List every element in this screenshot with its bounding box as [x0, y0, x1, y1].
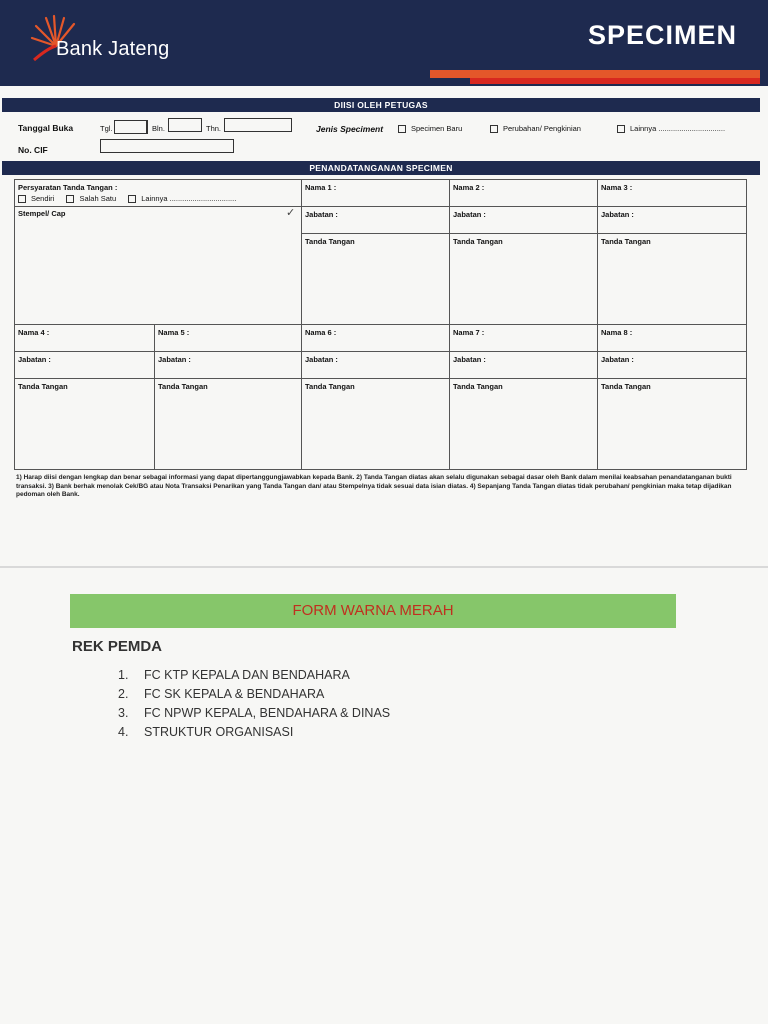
divider [14, 206, 302, 207]
checkbox-icon[interactable] [617, 125, 625, 133]
option-sendiri[interactable]: Sendiri [18, 194, 54, 203]
jabatan-1[interactable]: Jabatan : [301, 206, 450, 234]
persyaratan-options [18, 194, 298, 203]
nama-4[interactable]: Nama 4 : [14, 324, 155, 352]
list-item: 3. FC NPWP KEPALA, BENDAHARA & DINAS [118, 706, 391, 720]
option-salah-satu[interactable]: Salah Satu [66, 194, 116, 203]
jenis-specimen-label: Jenis Speciment [316, 124, 384, 134]
checkbox-icon[interactable] [490, 125, 498, 133]
stempel-label: Stempel/ Cap [18, 209, 66, 218]
nama-6[interactable]: Nama 6 : [301, 324, 450, 352]
form-notes: 1) Harap diisi dengan lengkap dan benar sebagai informasi yang dapat dipertanggungjawabkan kepada Bank. 2) Tanda Tangan diatas akan selalu digunakan sebagai dasar oleh Bank dalam menilai keabsahan penandatanganan bukti transaksi. 3) Bank berhak menolak Cek/BG atau Nota Transaksi Penarikan yang Tanda Tangan dan/ atau Stempelnya tidak sesuai data isian diatas. 4) Sepanjang Tanda Tangan diatas tidak perubahan/ pengkinian maka tetap dijadikan pedoman oleh Bank. [16, 474, 732, 498]
thn-label: Thn. [206, 124, 222, 133]
form-warna-banner: FORM WARNA MERAH [70, 594, 676, 628]
brand-name: Bank Jateng [56, 38, 170, 60]
section-specimen-title: PENANDATANGANAN SPECIMEN [2, 161, 760, 175]
page-title: SPECIMEN [588, 20, 738, 50]
persyaratan-label: Persyaratan Tanda Tangan : [18, 183, 118, 192]
checkmark-icon: ✓ [286, 207, 296, 219]
list-item: 1. FC KTP KEPALA DAN BENDAHARA [118, 668, 350, 682]
option-lainnya-ttd[interactable]: Lainnya ................................ [128, 194, 236, 203]
checkbox-icon[interactable] [128, 195, 136, 203]
ttd-3[interactable]: Tanda Tangan [597, 233, 747, 325]
nama-5[interactable]: Nama 5 : [154, 324, 302, 352]
tanggal-buka-label: Tanggal Buka [18, 123, 74, 133]
no-cif-label: No. CIF [18, 145, 48, 155]
persyaratan-cell [14, 179, 302, 325]
jabatan-3[interactable]: Jabatan : [597, 206, 747, 234]
checkbox-icon[interactable] [66, 195, 74, 203]
jabatan-5[interactable]: Jabatan : [154, 351, 302, 379]
checkbox-icon[interactable] [398, 125, 406, 133]
thn-field[interactable] [224, 118, 292, 132]
red-stripe [470, 78, 760, 84]
jabatan-7[interactable]: Jabatan : [449, 351, 598, 379]
ttd-8[interactable]: Tanda Tangan [597, 378, 747, 470]
checkbox-icon[interactable] [18, 195, 26, 203]
jabatan-6[interactable]: Jabatan : [301, 351, 450, 379]
orange-stripe [430, 70, 760, 78]
ttd-5[interactable]: Tanda Tangan [154, 378, 302, 470]
jabatan-8[interactable]: Jabatan : [597, 351, 747, 379]
list-item: 4. STRUKTUR ORGANISASI [118, 725, 294, 739]
nama-2[interactable]: Nama 2 : [449, 179, 598, 207]
option-specimen-baru[interactable]: Specimen Baru [398, 124, 462, 133]
bln-label: Bln. [152, 124, 165, 133]
ttd-1[interactable]: Tanda Tangan [301, 233, 450, 325]
nama-7[interactable]: Nama 7 : [449, 324, 598, 352]
jabatan-4[interactable]: Jabatan : [14, 351, 155, 379]
option-perubahan[interactable]: Perubahan/ Pengkinian [490, 124, 581, 133]
rek-pemda-title: REK PEMDA [72, 638, 163, 655]
bln-field[interactable] [168, 118, 202, 132]
ttd-7[interactable]: Tanda Tangan [449, 378, 598, 470]
no-cif-field[interactable] [100, 139, 234, 153]
nama-8[interactable]: Nama 8 : [597, 324, 747, 352]
ttd-4[interactable]: Tanda Tangan [14, 378, 155, 470]
ttd-2[interactable]: Tanda Tangan [449, 233, 598, 325]
tgl-label: Tgl. [100, 124, 113, 133]
list-item: 2. FC SK KEPALA & BENDAHARA [118, 687, 325, 701]
page-divider [0, 566, 768, 568]
jabatan-2[interactable]: Jabatan : [449, 206, 598, 234]
option-lainnya[interactable]: Lainnya ................................ [617, 124, 725, 133]
nama-3[interactable]: Nama 3 : [597, 179, 747, 207]
section-petugas-title: DIISI OLEH PETUGAS [2, 98, 760, 112]
ttd-6[interactable]: Tanda Tangan [301, 378, 450, 470]
tgl-field[interactable] [114, 118, 148, 136]
nama-1[interactable]: Nama 1 : [301, 179, 450, 207]
requirements-list [118, 666, 390, 742]
